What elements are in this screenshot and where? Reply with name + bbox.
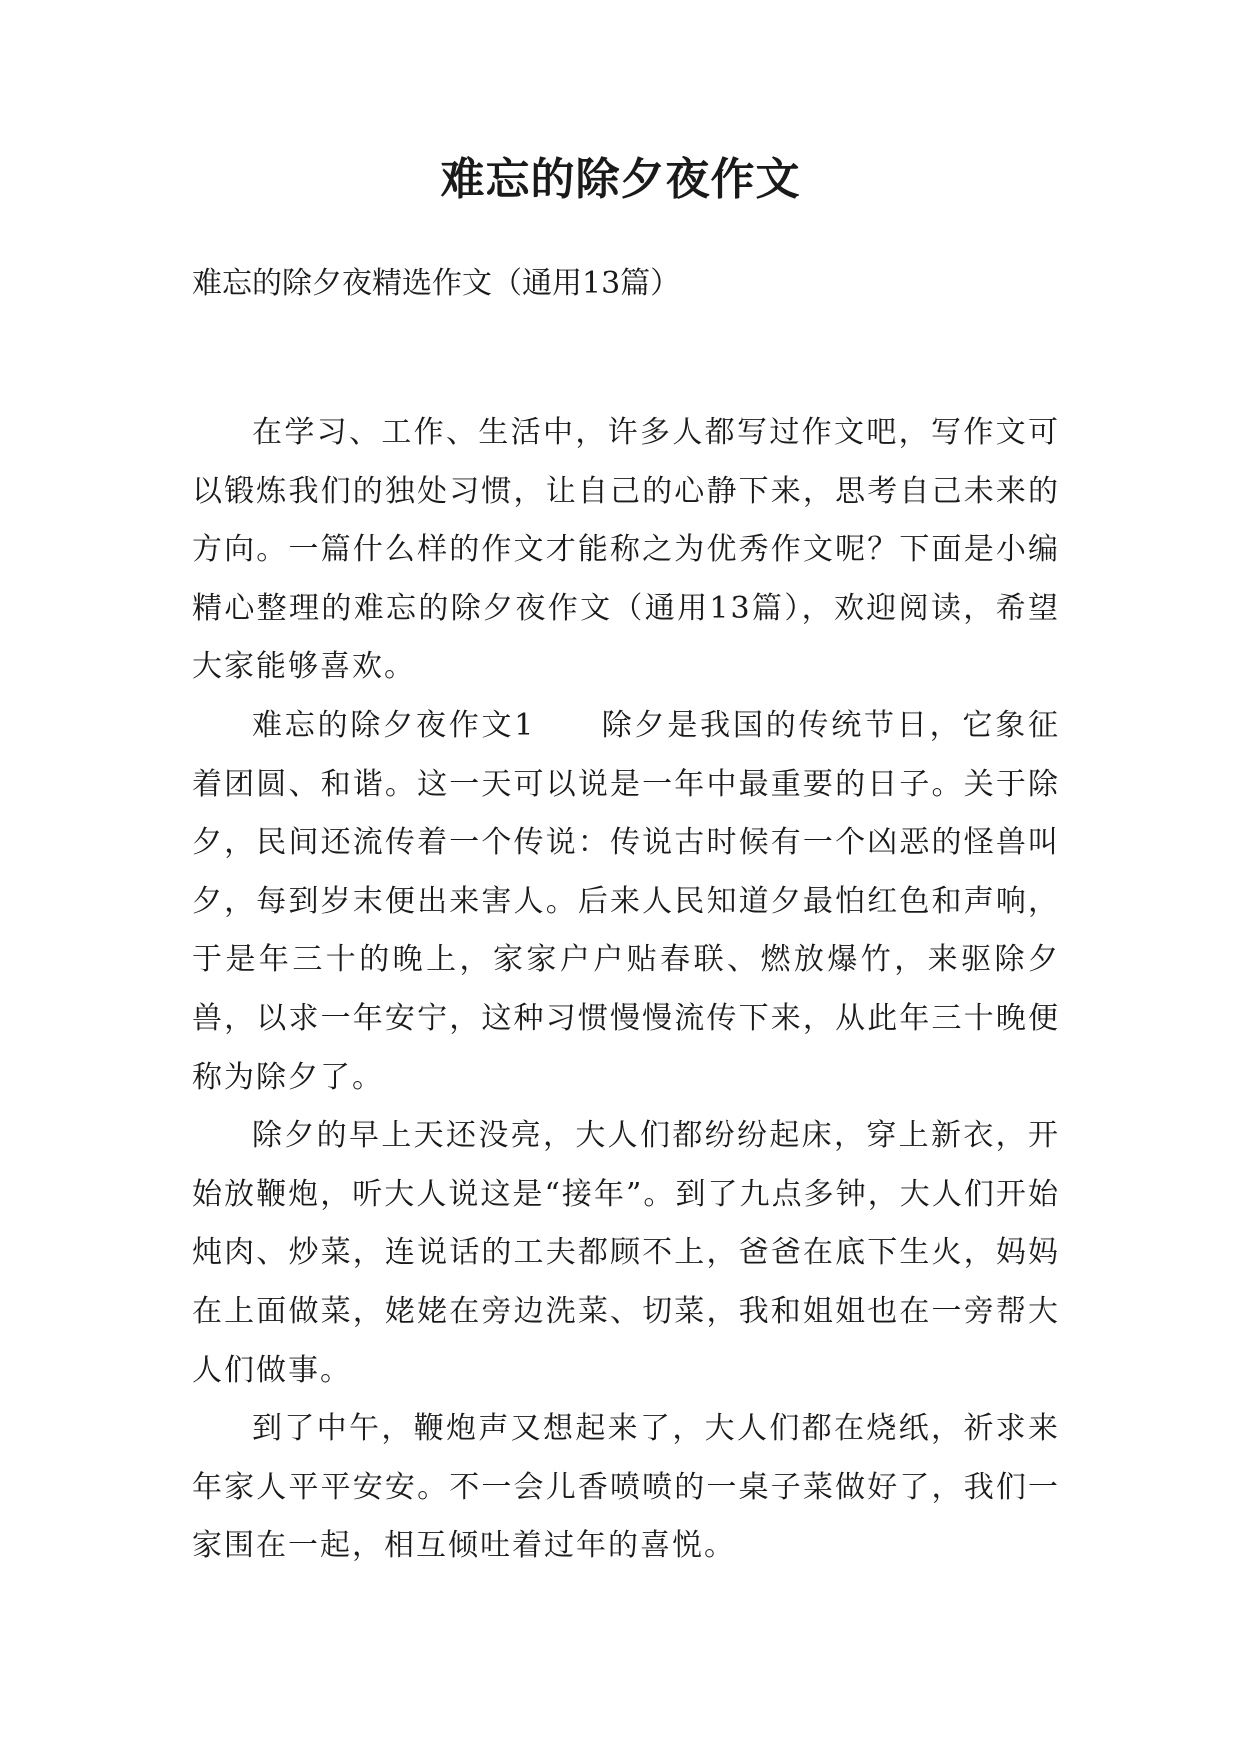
paragraph-intro: 在学习、工作、生活中，许多人都写过作文吧，写作文可以锻炼我们的独处习惯，让自己的心静下来，思考自己未来的方向。一篇什么样的作文才能称之为优秀作文呢？下面是小编精心整理的难忘的除夕夜作文（通用13篇），欢迎阅读，希望大家能够喜欢。 bbox=[192, 415, 1060, 685]
document-body bbox=[192, 404, 1060, 1576]
document-title: 难忘的除夕夜作文 bbox=[440, 154, 801, 205]
paragraph-essay-1-opening: 难忘的除夕夜作文1 除夕是我国的传统节日，它象征着团圆、和谐。这一天可以说是一年中最重要的日子。关于除夕，民间还流传着一个传说：传说古时候有一个凶恶的怪兽叫夕，每到岁末便出来害人。后来人民知道夕最怕红色和声响，于是年三十的晚上，家家户户贴春联、燃放爆竹，来驱除夕兽，以求一年安宁，这种习惯慢慢流传下来，从此年三十晚便称为除夕了。 bbox=[192, 707, 1060, 1095]
paragraph-morning: 除夕的早上天还没亮，大人们都纷纷起床，穿上新衣，开始放鞭炮，听大人说这是“接年”。到了九点多钟，大人们开始炖肉、炒菜，连说话的工夫都顾不上，爸爸在底下生火，妈妈在上面做菜，姥姥在旁边洗菜、切菜，我和姐姐也在一旁帮大人们做事。 bbox=[192, 1118, 1060, 1388]
document-subtitle: 难忘的除夕夜精选作文（通用13篇） bbox=[192, 266, 681, 301]
paragraph-noon: 到了中午，鞭炮声又想起来了，大人们都在烧纸，祈求来年家人平平安安。不一会儿香喷喷的一桌子菜做好了，我们一家围在一起，相互倾吐着过年的喜悦。 bbox=[192, 1411, 1060, 1564]
